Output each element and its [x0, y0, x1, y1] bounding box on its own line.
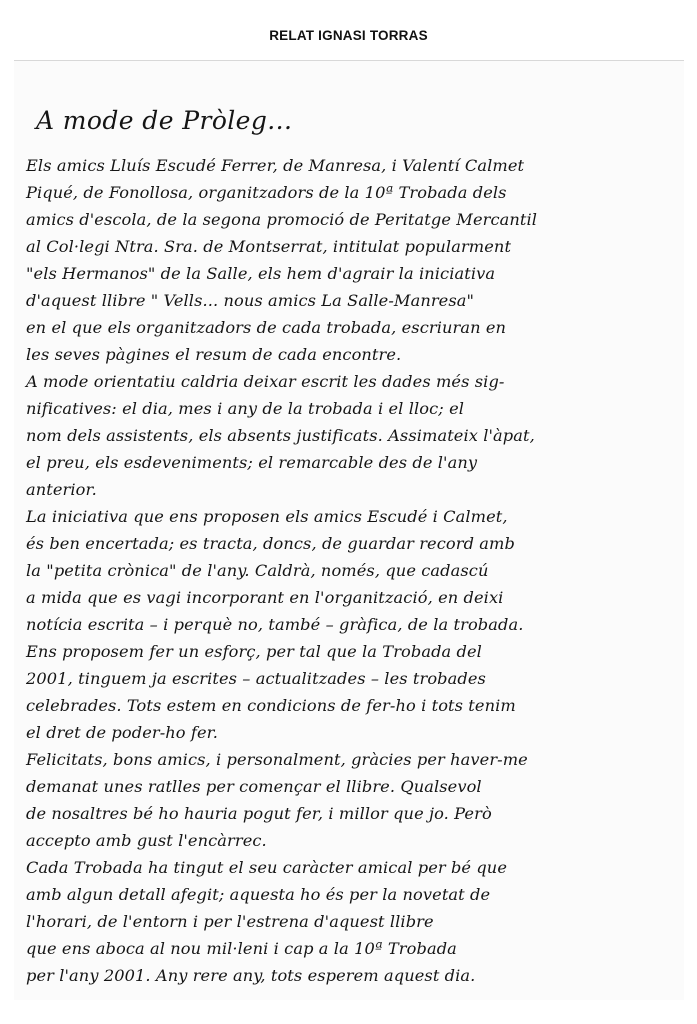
letter-line: les seves pàgines el resum de cada encontre. — [26, 345, 402, 364]
letter-line: en el que els organitzadors de cada trobada, escriuran en — [26, 318, 507, 337]
letter-line: "els Hermanos" de la Salle, els hem d'agrair la iniciativa — [26, 264, 496, 283]
letter-line: A mode orientatiu caldria deixar escrit les dades més sig- — [26, 372, 505, 391]
letter-line: accepto amb gust l'encàrrec. — [26, 831, 267, 850]
letter-line: al Col·legi Ntra. Sra. de Montserrat, intitulat popularment — [26, 237, 512, 256]
letter-line: 2001, tinguem ja escrites – actualitzades – les trobades — [26, 669, 486, 688]
sheet-top-edge — [14, 60, 684, 61]
letter-line: Felicitats, bons amics, i personalment, gràcies per haver-me — [26, 750, 528, 769]
letter-line: Piqué, de Fonollosa, organitzadors de la 10ª Trobada dels — [26, 183, 507, 202]
letter-heading: A mode de Pròleg... — [36, 106, 293, 135]
letter-line: és ben encertada; es tracta, doncs, de guardar record amb — [26, 534, 515, 553]
letter-line: Els amics Lluís Escudé Ferrer, de Manresa, i Valentí Calmet — [26, 156, 525, 175]
letter-line: amb algun detall afegit; aquesta ho és per la novetat de — [26, 885, 491, 904]
letter-line: per l'any 2001. Any rere any, tots esperem aquest dia. — [26, 966, 476, 985]
letter-line: l'horari, de l'entorn i per l'estrena d'aquest llibre — [26, 912, 434, 931]
letter-line: Cada Trobada ha tingut el seu caràcter amical per bé que — [26, 858, 508, 877]
letter-line: amics d'escola, de la segona promoció de Peritatge Mercantil — [26, 210, 538, 229]
letter-line: de nosaltres bé ho hauria pogut fer, i millor que jo. Però — [26, 804, 492, 823]
letter-line: que ens aboca al nou mil·leni i cap a la 10ª Trobada — [26, 939, 457, 958]
letter-line: a mida que es vagi incorporant en l'organització, en deixi — [26, 588, 504, 607]
letter-line: La iniciativa que ens proposen els amics Escudé i Calmet, — [26, 507, 508, 526]
letter-line: demanat unes ratlles per començar el llibre. Qualsevol — [26, 777, 482, 796]
letter-line: celebrades. Tots estem en condicions de fer-ho i tots tenim — [26, 696, 516, 715]
letter-line: el dret de poder-ho fer. — [26, 723, 218, 742]
letter-line: nom dels assistents, els absents justificats. Assimateix l'àpat, — [26, 426, 535, 445]
letter-line: notícia escrita – i perquè no, també – gràfica, de la trobada. — [26, 615, 524, 634]
letter-line: Ens proposem fer un esforç, per tal que la Trobada del — [26, 642, 482, 661]
letter-line: anterior. — [26, 480, 97, 499]
letter-line: nificatives: el dia, mes i any de la trobada i el lloc; el — [26, 399, 465, 418]
letter-line: d'aquest llibre " Vells... nous amics La Salle-Manresa" — [26, 291, 475, 310]
letter-line: la "petita crònica" de l'any. Caldrà, només, que cadascú — [26, 561, 489, 580]
letter-line: el preu, els esdeveniments; el remarcable des de l'any — [26, 453, 478, 472]
page-header-title: RELAT IGNASI TORRAS — [269, 28, 428, 43]
